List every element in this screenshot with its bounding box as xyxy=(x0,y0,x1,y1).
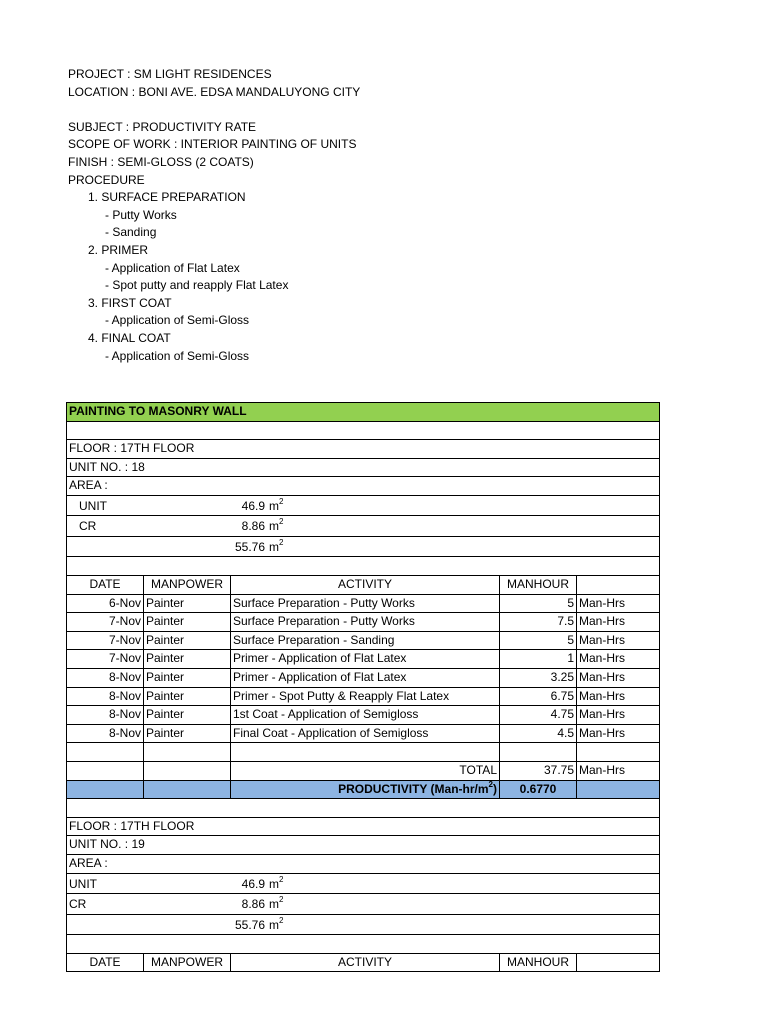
blank-row xyxy=(66,557,660,576)
cell-manpower: Painter xyxy=(143,595,230,613)
area-unit: $m^2$ xyxy=(269,517,284,534)
cell-manhour: 7.5 xyxy=(499,613,576,631)
project-line: PROJECT : SM LIGHT RESIDENCES xyxy=(68,67,272,81)
area-unit: $m^2$ xyxy=(269,915,284,932)
table-row xyxy=(66,706,660,725)
area-unit: $m^2$ xyxy=(269,895,284,912)
col-date: DATE xyxy=(89,954,121,969)
cell-date: 7-Nov xyxy=(108,632,141,647)
procedure-item: - Application of Semi-Gloss xyxy=(105,348,250,363)
cell-activity: 1st Coat - Application of Semigloss xyxy=(230,706,499,724)
procedure-item: - Sanding xyxy=(105,225,157,240)
area-unit-row xyxy=(66,496,660,517)
area-total-value: 55.76 xyxy=(234,539,265,554)
area-unit: $m^2$ xyxy=(269,874,284,891)
cell-manhour: 3.25 xyxy=(499,669,576,687)
cell-manhour: 6.75 xyxy=(499,688,576,706)
productivity-sheet xyxy=(66,402,660,972)
area-item-value: 8.86 xyxy=(241,897,265,912)
cell-activity: Primer - Application of Flat Latex xyxy=(230,669,499,687)
area-cr-row xyxy=(66,894,660,915)
procedure-step: 4. FINAL COAT xyxy=(88,330,171,345)
cell-manpower: Painter xyxy=(143,725,230,743)
area-item-value: 46.9 xyxy=(241,498,265,513)
subject-line: SUBJECT : PRODUCTIVITY RATE xyxy=(68,119,257,134)
cell-manhour: 4.75 xyxy=(499,706,576,724)
col-date: DATE xyxy=(89,577,121,592)
area-item-label: CR xyxy=(69,897,87,912)
cell-unit: Man-Hrs xyxy=(576,725,659,743)
sheet-title-row xyxy=(66,402,660,422)
blank-row xyxy=(66,799,660,818)
unit-no-label: UNIT NO. : 19 xyxy=(69,837,145,852)
floor-label: FLOOR : 17TH FLOOR xyxy=(69,441,195,456)
cell-unit: Man-Hrs xyxy=(576,688,659,706)
area-row xyxy=(66,855,660,874)
col-manhour: MANHOUR xyxy=(499,954,576,972)
cell-activity: Surface Preparation - Sanding xyxy=(230,632,499,650)
productivity-row xyxy=(66,781,660,800)
table-row-blank xyxy=(66,743,660,762)
floor-row xyxy=(66,818,660,837)
productivity-label: PRODUCTIVITY $(Man-hr/m^2)$ xyxy=(230,781,499,799)
procedure-item: - Spot putty and reapply Flat Latex xyxy=(105,278,289,293)
cell-manhour: 4.5 xyxy=(499,725,576,743)
cell-date: 8-Nov xyxy=(108,725,141,740)
finish-line: FINISH : SEMI-GLOSS (2 COATS) xyxy=(68,154,254,169)
document-header xyxy=(68,66,360,365)
total-unit: Man-Hrs xyxy=(576,762,659,780)
cell-manhour: 1 xyxy=(499,650,576,668)
area-unit: $m^2$ xyxy=(269,496,284,513)
blank-row xyxy=(66,935,660,954)
col-activity: ACTIVITY xyxy=(230,576,499,594)
column-header-row xyxy=(66,576,660,595)
cell-activity: Final Coat - Application of Semigloss xyxy=(230,725,499,743)
area-label: AREA : xyxy=(69,478,108,493)
procedure-step: 2. PRIMER xyxy=(88,242,149,257)
procedure-item: - Application of Semi-Gloss xyxy=(105,313,250,328)
table-row xyxy=(66,688,660,707)
area-item-label: UNIT xyxy=(79,498,107,513)
procedure-step: 3. FIRST COAT xyxy=(88,295,172,310)
procedure-item: - Putty Works xyxy=(105,207,177,222)
column-header-row xyxy=(66,954,660,973)
area-total-row xyxy=(66,915,660,936)
cell-date: 8-Nov xyxy=(108,707,141,722)
unit-no-label: UNIT NO. : 18 xyxy=(69,459,145,474)
total-value: 37.75 xyxy=(499,762,576,780)
cell-manpower: Painter xyxy=(143,669,230,687)
table-row xyxy=(66,595,660,614)
cell-unit: Man-Hrs xyxy=(576,595,659,613)
sheet-title: PAINTING TO MASONRY WALL xyxy=(69,404,247,418)
cell-unit: Man-Hrs xyxy=(576,669,659,687)
cell-date: 7-Nov xyxy=(108,651,141,666)
table-row xyxy=(66,632,660,651)
area-item-value: 46.9 xyxy=(241,876,265,891)
cell-unit: Man-Hrs xyxy=(576,706,659,724)
cell-date: 8-Nov xyxy=(108,670,141,685)
cell-manpower: Painter xyxy=(143,706,230,724)
total-row xyxy=(66,762,660,781)
area-cr-row xyxy=(66,516,660,537)
col-manpower: MANPOWER xyxy=(143,576,230,594)
procedure-step: 1. SURFACE PREPARATION xyxy=(88,190,246,205)
cell-unit: Man-Hrs xyxy=(576,613,659,631)
cell-manpower: Painter xyxy=(143,613,230,631)
table-row xyxy=(66,613,660,632)
area-unit-row xyxy=(66,874,660,895)
cell-manpower: Painter xyxy=(143,688,230,706)
col-unit xyxy=(576,576,659,594)
cell-date: 8-Nov xyxy=(108,688,141,703)
col-unit xyxy=(576,954,659,972)
blank-row xyxy=(66,422,660,441)
area-unit: $m^2$ xyxy=(269,537,284,554)
area-total-value: 55.76 xyxy=(234,917,265,932)
floor-label: FLOOR : 17TH FLOOR xyxy=(69,818,195,833)
scope-line: SCOPE OF WORK : INTERIOR PAINTING OF UNITS xyxy=(68,137,357,152)
procedure-item: - Application of Flat Latex xyxy=(105,260,240,275)
table-row xyxy=(66,725,660,744)
cell-unit: Man-Hrs xyxy=(576,632,659,650)
col-activity: ACTIVITY xyxy=(230,954,499,972)
cell-activity: Surface Preparation - Putty Works xyxy=(230,613,499,631)
productivity-value: 0.6770 xyxy=(499,781,576,799)
area-item-label: UNIT xyxy=(69,876,97,891)
total-label: TOTAL xyxy=(230,762,499,780)
cell-date: 7-Nov xyxy=(108,614,141,629)
cell-activity: Surface Preparation - Putty Works xyxy=(230,595,499,613)
table-row xyxy=(66,650,660,669)
unit-no-row xyxy=(66,459,660,478)
col-manhour: MANHOUR xyxy=(499,576,576,594)
floor-row xyxy=(66,440,660,459)
cell-manhour: 5 xyxy=(499,632,576,650)
col-manpower: MANPOWER xyxy=(143,954,230,972)
procedure-title: PROCEDURE xyxy=(68,172,145,187)
table-row xyxy=(66,669,660,688)
area-item-label: CR xyxy=(79,519,97,534)
unit-no-row xyxy=(66,836,660,855)
area-item-value: 8.86 xyxy=(241,519,265,534)
area-row xyxy=(66,477,660,496)
cell-unit: Man-Hrs xyxy=(576,650,659,668)
cell-date: 6-Nov xyxy=(108,595,141,610)
cell-manpower: Painter xyxy=(143,632,230,650)
cell-manhour: 5 xyxy=(499,595,576,613)
spacer xyxy=(68,101,360,119)
area-total-row xyxy=(66,537,660,558)
cell-manpower: Painter xyxy=(143,650,230,668)
cell-activity: Primer - Spot Putty & Reapply Flat Latex xyxy=(230,688,499,706)
location-line: LOCATION : BONI AVE. EDSA MANDALUYONG CITY xyxy=(68,84,361,99)
area-label: AREA : xyxy=(69,855,108,870)
cell-activity: Primer - Application of Flat Latex xyxy=(230,650,499,668)
